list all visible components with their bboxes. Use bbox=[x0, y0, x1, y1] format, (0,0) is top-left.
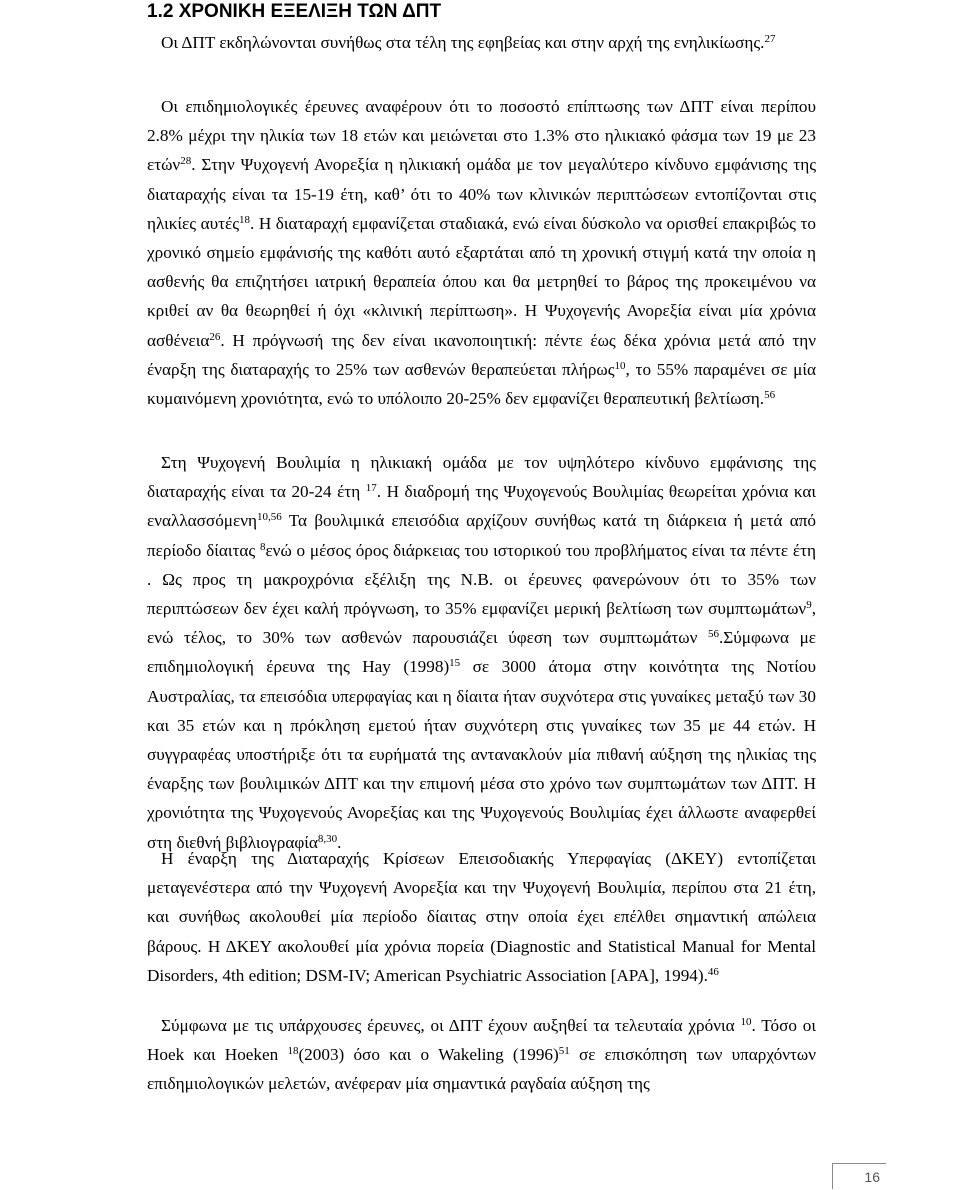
paragraph-trends bbox=[147, 1011, 816, 1099]
reference: 17 bbox=[365, 482, 377, 495]
reference: 18 bbox=[239, 213, 251, 226]
text: .Σύμφωνα με επιδημιολογική έρευνα της Hay (1998) bbox=[147, 628, 817, 677]
text: Οι επιδημιολογικές έρευνες αναφέρουν ότι το ποσοστό επίπτωσης των ΔΠΤ είναι περίπου 2.8% μέχρι την ηλικία των 18 ετών και μειώνεται στο 1.3% στο ηλικιακό φάσμα των 19 με 23 ετών bbox=[147, 97, 816, 175]
text: . Η πρόγνωσή της δεν είναι ικανοποιητική: πέντε έως δέκα χρόνια μετά από την έναρξη της διαταραχής το 25% των ασθενών θεραπεύεται πλήρως bbox=[147, 330, 816, 379]
reference: 28 bbox=[180, 155, 192, 168]
text: ενώ ο μέσος όρος διάρκειας του ιστορικού του προβλήματος είναι τα πέντε έτη . Ως προς τη μακροχρόνια εξέλιξη της Ν.Β. οι έρευνες φανερώνουν ότι το 35% των περιπτώσεων δεν έχει καλή πρόγνωση, το 35% εμφανίζει μερική βελτίωση των συμπτωμάτων bbox=[147, 540, 817, 619]
text: (2003) όσο και ο Wakeling (1996) bbox=[298, 1045, 559, 1065]
page-number-box bbox=[832, 1163, 886, 1189]
text: Τα βουλιμικά επεισόδια αρχίζουν συνήθως κατά τη διάρκεια ή μετά από περίοδο δίαιτας bbox=[147, 511, 816, 560]
reference: 18 bbox=[287, 1045, 299, 1058]
text: . Τόσο οι Hoek και Hoeken bbox=[147, 1016, 817, 1065]
paragraph-binge-eating bbox=[147, 844, 816, 990]
reference: 10 bbox=[614, 359, 626, 372]
text: . Η διαταραχή εμφανίζεται σταδιακά, ενώ είναι δύσκολο να ορισθεί επακριβώς το χρονικό σημείο εμφάνισής της καθότι αυτό εξαρτάται από τη χρονική στιγμή κατά την οποία η ασθενής θα επιζητήσει ιατρική θεραπεία όπου και θα μετρηθεί το βάρος της προκειμένου να κριθεί αν θα θεωρηθεί ή όχι «κλινική περίπτωση». Η Ψυχογενής Ανορεξία είναι μία χρόνια ασθένεια bbox=[147, 213, 816, 350]
text: Σύμφωνα με τις υπάρχουσες έρευνες, οι ΔΠΤ έχουν αυξηθεί τα τελευταία χρόνια bbox=[161, 1016, 741, 1035]
text: , ενώ τέλος, το 30% των ασθενών παρουσιάζει ύφεση των συμπτωμάτων bbox=[147, 599, 816, 648]
text: Στη Ψυχογενή Βουλιμία η ηλικιακή ομάδα με τον υψηλότερο κίνδυνο εμφάνισης της διαταραχής είναι τα 20-24 έτη bbox=[147, 453, 816, 502]
reference: 10 bbox=[740, 1016, 752, 1028]
reference: 27 bbox=[764, 33, 776, 45]
text: Οι ΔΠΤ εκδηλώνονται συνήθως στα τέλη της εφηβείας και στην αρχή της ενηλικίωσης. bbox=[161, 33, 765, 52]
reference: 56 bbox=[707, 628, 719, 641]
reference: 26 bbox=[209, 330, 221, 343]
page-number: 16 bbox=[864, 1169, 880, 1185]
reference: 46 bbox=[707, 965, 719, 978]
paragraph-bulimia bbox=[147, 448, 816, 857]
text: . Η διαδρομή της Ψυχογενούς Βουλιμίας θεωρείται χρόνια και εναλλασσόμενη bbox=[147, 482, 816, 531]
text: . Στην Ψυχογενή Ανορεξία η ηλικιακή ομάδα με τον μεγαλύτερο κίνδυνο εμφάνισης της διαταραχής είναι τα 15-19 έτη, καθ’ ότι το 40% των κλινικών περιπτώσεων εντοπίζονται στις ηλικίες αυτές bbox=[147, 155, 816, 233]
paragraph-onset bbox=[147, 28, 816, 57]
reference: 51 bbox=[558, 1045, 570, 1058]
reference: 9 bbox=[806, 599, 812, 612]
reference: 15 bbox=[449, 657, 461, 670]
text: σε 3000 άτομα στην κοινότητα της Νοτίου Αυστραλίας, τα επεισόδια υπερφαγίας και η δίαιτα ήταν συχνότερα στις γυναίκες μεταξύ των 30 και 35 ετών και η πρόκληση εμετού ήταν συχνότερη στις γυναίκες των 35 με 44 ετών. Η συγγραφέας υποστήριξε ότι τα ευρήματά της αντανακλούν μία πιθανή αύξηση της ηλικίας της έναρξης των βουλιμικών ΔΠΤ και την επιμονή μέσα στο χρόνο των συμπτωμάτων των ΔΠΤ. Η χρονιότητα της Ψυχογενούς Ανορεξίας και της Ψυχογενούς Βουλιμίας έχει άλλωστε αναφερθεί στη διεθνή βιβλιογραφία bbox=[147, 657, 816, 852]
section-heading: 1.2 ΧΡΟΝΙΚΗ ΕΞΕΛΙΞΗ ΤΩΝ ΔΠΤ bbox=[147, 1, 442, 22]
text: Η έναρξη της Διαταραχής Κρίσεων Επεισοδιακής Υπερφαγίας (ΔΚΕΥ) εντοπίζεται μεταγενέστερα από την Ψυχογενή Ανορεξία και την Ψυχογενή Βουλιμία, περίπου στα 21 έτη, και συνήθως ακολουθεί μία περίοδο δίαιτας στην οποία έχει επέλθει σημαντική απώλεια βάρους. Η ΔΚΕΥ ακολουθεί μία χρόνια πορεία (Diagnostic and Statistical Manual for Mental Disorders, 4th edition; DSM-IV; American Psychiatric Association [APA], 1994). bbox=[147, 849, 816, 985]
reference: 56 bbox=[764, 389, 776, 402]
reference: 10,56 bbox=[256, 511, 282, 524]
text: , το 55% παραμένει σε μία κυμαινόμενη χρονιότητα, ενώ το υπόλοιπο 20-25% δεν εμφανίζει θεραπευτική βελτίωση. bbox=[147, 359, 816, 409]
reference: 8,30 bbox=[317, 832, 338, 845]
text: . bbox=[337, 832, 342, 852]
text: σε επισκόπηση των υπαρχόντων επιδημιολογικών μελετών, ανέφεραν μία σημαντικά ραγδαία αύξηση της bbox=[147, 1045, 816, 1094]
paragraph-epidemiology bbox=[147, 92, 816, 413]
reference: 8 bbox=[259, 540, 266, 553]
